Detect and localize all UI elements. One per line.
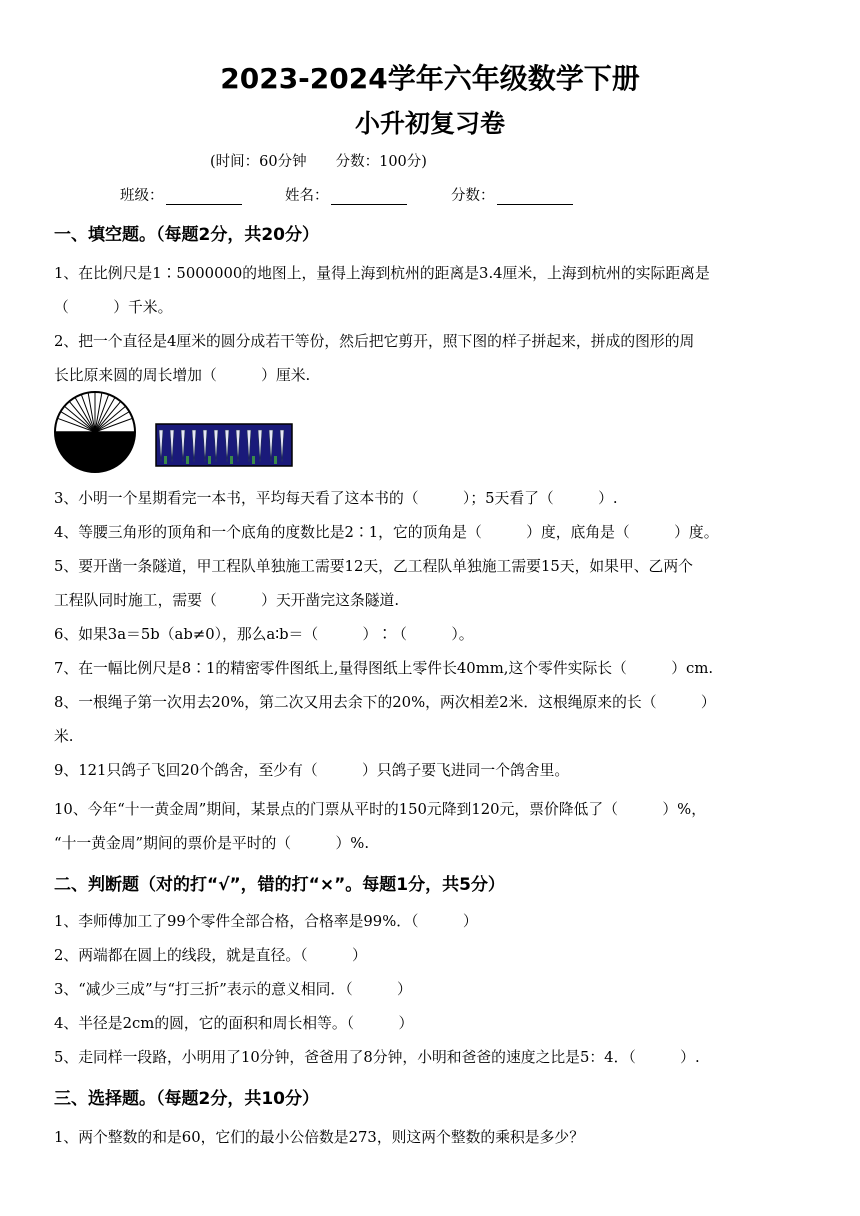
- page-subtitle: 小升初复习卷: [354, 109, 505, 138]
- name-field: [285, 184, 407, 205]
- section-heading-fill-in: 一、填空题。（每题2分，共20分）: [54, 225, 319, 245]
- class-blank[interactable]: [166, 190, 242, 205]
- question-line: 7、在一幅比例尺是8∶1的精密零件图纸上,量得图纸上零件长40mm,这个零件实际长（ ）cm.: [54, 660, 714, 677]
- question-line: 6、如果3a＝5b（ab≠0），那么a∶b＝（ ）∶（ ）。: [54, 626, 474, 643]
- question-line: 10、今年“十一黄金周”期间，某景点的门票从平时的150元降到120元，票价降低了（ ）%，: [54, 801, 706, 818]
- question-line: “十一黄金周”期间的票价是平时的（ ）%.: [54, 835, 370, 852]
- question-line: 1、两个整数的和是60，它们的最小公倍数是273，则这两个整数的乘积是多少？: [54, 1129, 584, 1146]
- name-blank[interactable]: [331, 190, 407, 205]
- exam-info: (时间：60分钟 分数：100分): [210, 154, 427, 170]
- question-line: 3、小明一个星期看完一本书，平均每天看了这本书的（ ）；5天看了（ ）.: [54, 490, 618, 507]
- question-line: 3、“减少三成”与“打三折”表示的意义相同．（ ）: [54, 981, 412, 998]
- question-line: 长比原来圆的周长增加（ ）厘米.: [54, 367, 311, 384]
- question-line: 4、等腰三角形的顶角和一个底角的度数比是2∶1，它的顶角是（ ）度，底角是（ ）度。: [54, 524, 719, 541]
- section-heading-true-false: 二、判断题（对的打“√”，错的打“×”。每题1分，共5分）: [54, 875, 505, 895]
- page-title: 2023-2024学年六年级数学下册: [220, 62, 640, 95]
- circle-rearrangement-figure: [52, 390, 302, 476]
- divided-circle: [55, 392, 135, 472]
- section-heading-multiple-choice: 三、选择题。（每题2分，共10分）: [54, 1089, 319, 1109]
- question-line: 2、两端都在圆上的线段，就是直径。（ ）: [54, 947, 367, 964]
- question-line: 8、一根绳子第一次用去20%，第二次又用去余下的20%，两次相差2米．这根绳原来的长（ ）: [54, 694, 716, 711]
- rearranged-strip: [156, 424, 292, 466]
- score-blank[interactable]: [497, 190, 573, 205]
- question-line: 1、李师傅加工了99个零件全部合格，合格率是99%．（ ）: [54, 913, 478, 930]
- question-line: 2、把一个直径是4厘米的圆分成若干等份，然后把它剪开，照下图的样子拼起来，拼成的图形的周: [54, 333, 695, 350]
- question-line: 1、在比例尺是1∶5000000的地图上，量得上海到杭州的距离是3.4厘米，上海到杭州的实际距离是: [54, 265, 710, 282]
- class-label: 班级：: [120, 188, 164, 204]
- score-label: 分数：: [451, 188, 495, 204]
- question-line: 5、要开凿一条隧道，甲工程队单独施工需要12天，乙工程队单独施工需要15天，如果甲、乙两个: [54, 558, 693, 575]
- class-field: [120, 184, 242, 205]
- name-label: 姓名：: [285, 188, 329, 204]
- question-line: 5、走同样一段路，小明用了10分钟，爸爸用了8分钟，小明和爸爸的速度之比是5：4．（ ）.: [54, 1049, 700, 1066]
- question-line: 工程队同时施工，需要（ ）天开凿完这条隧道.: [54, 592, 400, 609]
- question-line: （ ）千米。: [54, 299, 173, 316]
- score-field: [451, 184, 573, 205]
- question-line: 4、半径是2cm的圆，它的面积和周长相等。（ ）: [54, 1015, 414, 1032]
- question-line: 9、121只鸽子飞回20个鸽舍，至少有（ ）只鸽子要飞进同一个鸽舍里。: [54, 762, 570, 779]
- question-line: 米.: [54, 728, 74, 745]
